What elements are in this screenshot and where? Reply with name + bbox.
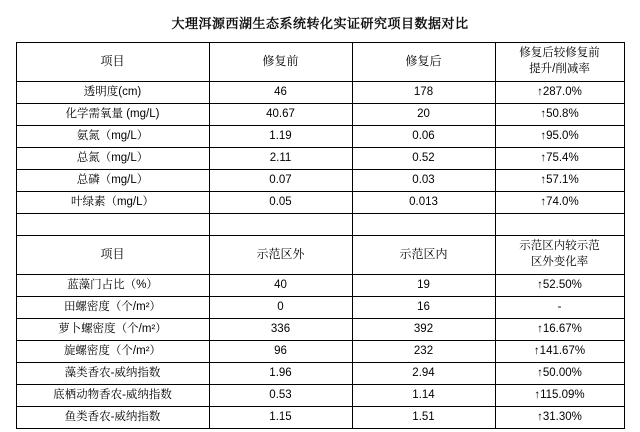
row-rate: ↑52.50% — [495, 275, 624, 297]
row-rate: ↑287.0% — [495, 82, 624, 104]
row-after: 0.06 — [352, 126, 495, 148]
row-rate: ↑115.09% — [495, 385, 624, 407]
row-rate: ↑50.8% — [495, 104, 624, 126]
table-separator-row — [16, 214, 624, 236]
table-row — [16, 275, 624, 297]
table-row — [16, 170, 624, 192]
row-item: 总氮（mg/L） — [16, 148, 209, 170]
header-rate-2 — [495, 236, 624, 275]
restoration-comparison-table — [16, 42, 625, 429]
row-before: 46 — [209, 82, 352, 104]
row-inside: 1.51 — [352, 407, 495, 429]
header-before: 修复前 — [209, 43, 352, 82]
row-after: 0.03 — [352, 170, 495, 192]
separator-cell — [352, 214, 495, 236]
row-item: 总磷（mg/L） — [16, 170, 209, 192]
row-item: 田螺密度（个/m²） — [16, 297, 209, 319]
separator-cell — [209, 214, 352, 236]
row-outside: 40 — [209, 275, 352, 297]
row-item: 叶绿素（mg/L） — [16, 192, 209, 214]
table-row — [16, 341, 624, 363]
header-rate-1 — [495, 43, 624, 82]
row-outside: 0 — [209, 297, 352, 319]
row-inside: 16 — [352, 297, 495, 319]
row-after: 0.52 — [352, 148, 495, 170]
row-rate: - — [495, 297, 624, 319]
table-header-row-2 — [16, 236, 624, 275]
row-inside: 2.94 — [352, 363, 495, 385]
row-item: 蓝藻门占比（%） — [16, 275, 209, 297]
row-inside: 19 — [352, 275, 495, 297]
row-before: 0.07 — [209, 170, 352, 192]
header-rate-1-line2: 提升/削减率 — [529, 63, 590, 75]
row-item: 鱼类香农-威纳指数 — [16, 407, 209, 429]
table-row — [16, 319, 624, 341]
row-rate: ↑74.0% — [495, 192, 624, 214]
table-header-row-1 — [16, 43, 624, 82]
row-outside: 1.96 — [209, 363, 352, 385]
table-row — [16, 148, 624, 170]
row-inside: 232 — [352, 341, 495, 363]
row-item: 氨氮（mg/L） — [16, 126, 209, 148]
separator-cell — [16, 214, 209, 236]
row-rate: ↑141.67% — [495, 341, 624, 363]
table-row — [16, 104, 624, 126]
table-row — [16, 126, 624, 148]
table-row — [16, 297, 624, 319]
row-item: 藻类香农-威纳指数 — [16, 363, 209, 385]
header-rate-2-line1: 示范区内较示范 — [519, 240, 600, 253]
row-rate: ↑50.00% — [495, 363, 624, 385]
row-rate: ↑95.0% — [495, 126, 624, 148]
row-outside: 96 — [209, 341, 352, 363]
header-rate-2-line2: 区外变化率 — [530, 256, 589, 268]
header-inside: 示范区内 — [352, 236, 495, 275]
row-outside: 336 — [209, 319, 352, 341]
row-rate: ↑75.4% — [495, 148, 624, 170]
row-rate: ↑16.67% — [495, 319, 624, 341]
row-outside: 0.53 — [209, 385, 352, 407]
header-item-2: 项目 — [16, 236, 209, 275]
row-item: 化学需氧量 (mg/L) — [16, 104, 209, 126]
table-row — [16, 363, 624, 385]
header-rate-1-line1: 修复后较修复前 — [519, 47, 600, 60]
row-after: 178 — [352, 82, 495, 104]
table-row — [16, 82, 624, 104]
header-after: 修复后 — [352, 43, 495, 82]
row-item: 旋螺密度（个/m²） — [16, 341, 209, 363]
page-title: 大理洱源西湖生态系统转化实证研究项目数据对比 — [171, 16, 469, 31]
row-item: 萝卜螺密度（个/m²） — [16, 319, 209, 341]
row-rate: ↑57.1% — [495, 170, 624, 192]
row-rate: ↑31.30% — [495, 407, 624, 429]
row-inside: 392 — [352, 319, 495, 341]
row-before: 2.11 — [209, 148, 352, 170]
row-outside: 1.15 — [209, 407, 352, 429]
header-item-1: 项目 — [16, 43, 209, 82]
separator-cell — [495, 214, 624, 236]
table-row — [16, 192, 624, 214]
table-row — [16, 385, 624, 407]
row-inside: 1.14 — [352, 385, 495, 407]
row-item: 透明度(cm) — [16, 82, 209, 104]
row-item: 底栖动物香农-威纳指数 — [16, 385, 209, 407]
row-before: 1.19 — [209, 126, 352, 148]
row-after: 0.013 — [352, 192, 495, 214]
row-after: 20 — [352, 104, 495, 126]
header-outside: 示范区外 — [209, 236, 352, 275]
table-row — [16, 407, 624, 429]
row-before: 0.05 — [209, 192, 352, 214]
row-before: 40.67 — [209, 104, 352, 126]
